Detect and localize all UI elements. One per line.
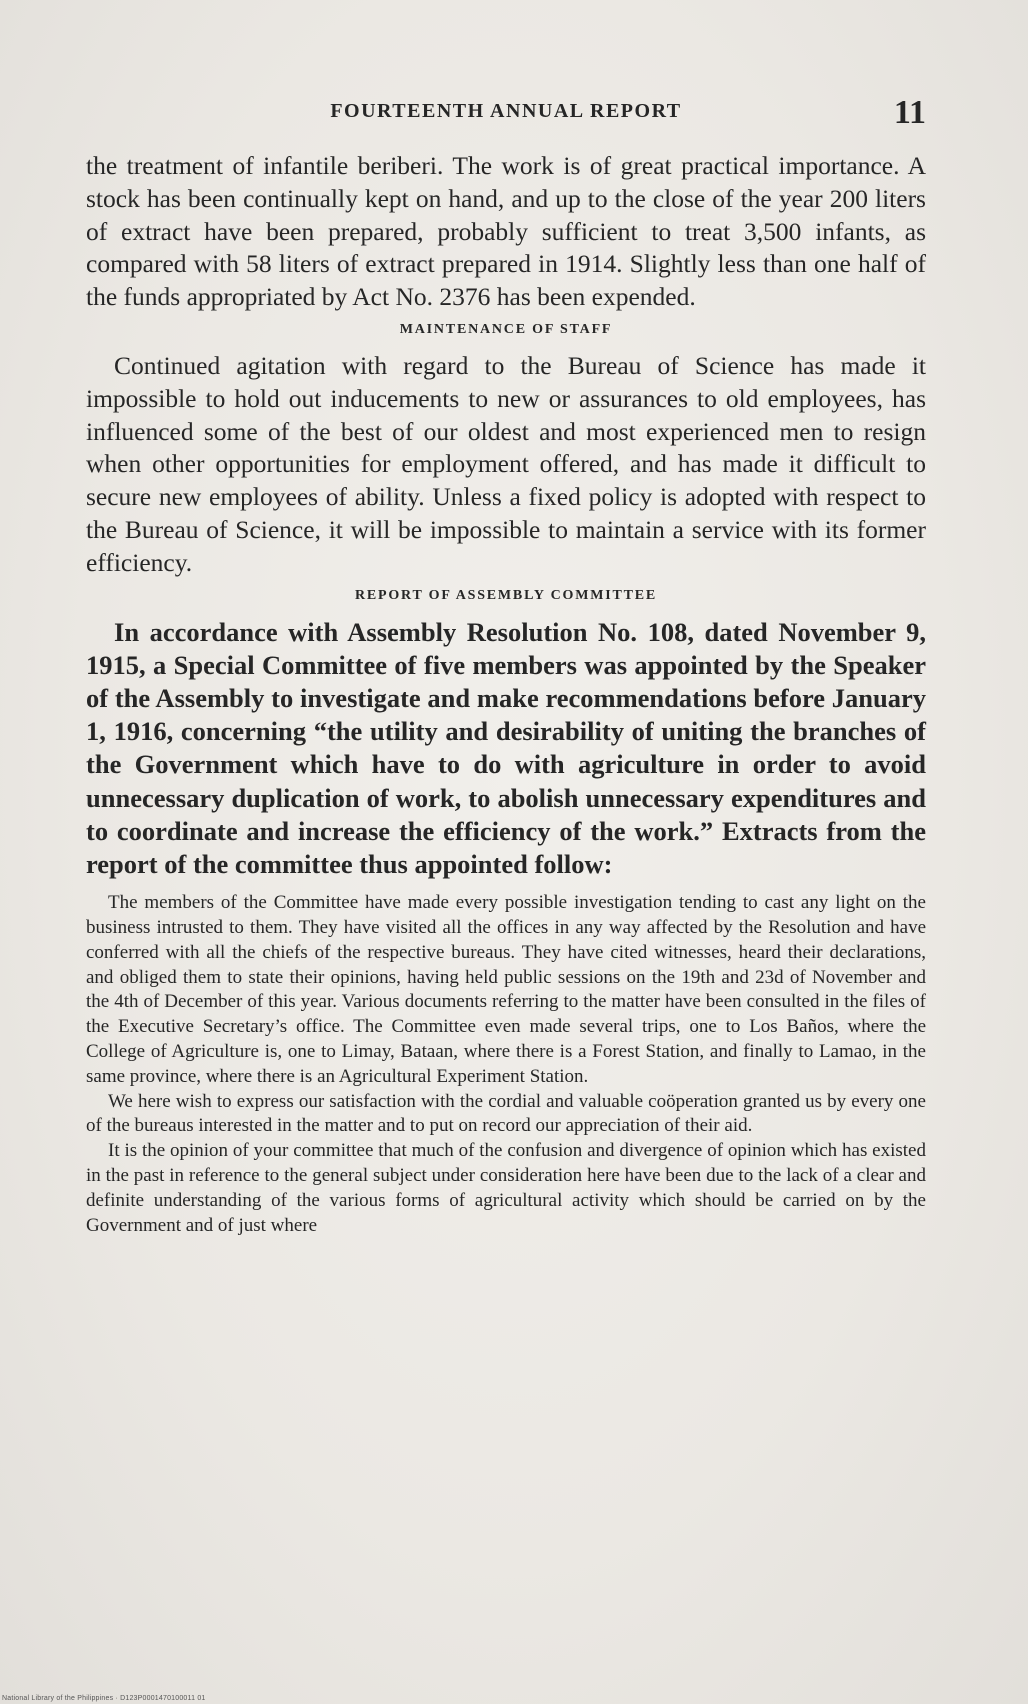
intro-paragraph: the treatment of infantile beriberi. The work is of great practical importance. A stock has been continually kept on hand, and up to the close of the year 200 liters of extract have been prepared, probably sufficient to treat 3,500 infants, as compared with 58 liters of extract prepared in 1914. Slightly less than one half of the funds appropriated by Act No. 2376 has been expended. bbox=[86, 151, 926, 312]
page-number: 11 bbox=[893, 94, 926, 131]
quote-paragraph: The members of the Committee have made every possible investigation tending to cast any light on the business intrusted to them. They have visited all the offices in any way affected by the Resolution and have conferred with all the chiefs of the respective bureaus. They have cited witnesses, heard their declarations, and obliged them to state their opinions, having held public sessions on the 19th and 23d of November and the 4th of December of this year. Various documents referring to the matter have been consulted in the files of the Executive Secretary’s office. The Committee even made several trips, one to Los Baños, where the College of Agriculture is, one to Limay, Bataan, where there is a Forest Station, and finally to Lamao, in the same province, where there is an Agricultural Experiment Station. bbox=[86, 892, 926, 1087]
library-footer-note: National Library of the Philippines · D123P0001470100011 01 bbox=[2, 1695, 206, 1702]
quote-paragraph: It is the opinion of your committee that much of the confusion and divergence of opinion which has existed in the past in reference to the general subject under consideration here have been due to the lack of a clear and definite understanding of the various forms of agricultural activity which should be carried on by the Government and of just where bbox=[86, 1140, 926, 1236]
maintenance-heading: MAINTENANCE OF STAFF bbox=[399, 321, 613, 337]
page-header bbox=[86, 94, 926, 134]
committee-quote bbox=[86, 891, 926, 1238]
page-body bbox=[86, 150, 926, 1238]
running-head: FOURTEENTH ANNUAL REPORT bbox=[330, 100, 682, 122]
assembly-paragraph: In accordance with Assembly Resolution No. 108, dated November 9, 1915, a Special Committee of five members was appointed by the Speaker of the Assembly to investigate and make recommendations before January 1, 1916, concerning “the utility and desirability of uniting the branches of the Government which have to do with agriculture in order to avoid unnecessary duplication of work, to abolish unnecessary expenditures and to coordinate and increase the efficiency of the work.” Extracts from the report of the committee thus appointed follow: bbox=[86, 616, 926, 879]
assembly-heading: REPORT OF ASSEMBLY COMMITTEE bbox=[354, 587, 658, 603]
quote-paragraph: We here wish to express our satisfaction with the cordial and valuable coöperation granted us by every one of the bureaus interested in the matter and to put on record our appreciation of their aid. bbox=[86, 1090, 926, 1137]
maintenance-paragraph: Continued agitation with regard to the Bureau of Science has made it impossible to hold out inducements to new or assurances to old employees, has influenced some of the best of our oldest and most experienced men to resign when other opportunities for employment offered, and has made it difficult to secure new employees of ability. Unless a fixed policy is adopted with respect to the Bureau of Science, it will be impossible to maintain a service with its former efficiency. bbox=[86, 350, 926, 577]
